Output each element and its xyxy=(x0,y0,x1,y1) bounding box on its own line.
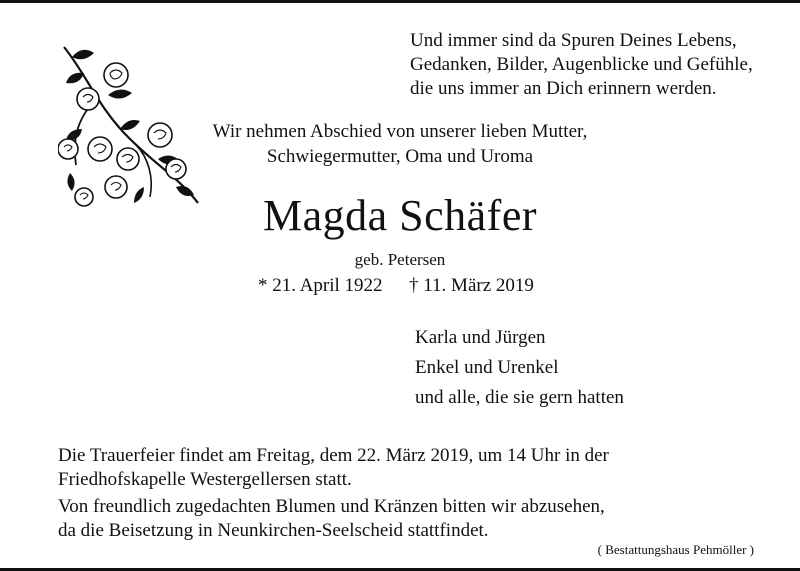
undertaker-credit: ( Bestattungshaus Pehmöller ) xyxy=(597,542,754,557)
mourner-line: Karla und Jürgen xyxy=(415,327,546,348)
farewell-intro xyxy=(190,119,610,169)
maiden-name: geb. Petersen xyxy=(354,250,446,269)
intro-line: Schwiegermutter, Oma und Uroma xyxy=(266,146,534,167)
mourners-list xyxy=(415,323,775,413)
poem-line: Gedanken, Bilder, Augenblicke und Gefühle, xyxy=(410,54,753,75)
poem-line: Und immer sind da Spuren Deines Lebens, xyxy=(410,30,737,51)
notice-line: Von freundlich zugedachten Blumen und Kränzen bitten wir abzusehen, xyxy=(58,496,605,517)
birth-date: * 21. April 1922 xyxy=(258,275,383,296)
deceased-name: Magda Schäfer xyxy=(262,191,538,240)
mourner-line: Enkel und Urenkel xyxy=(415,357,559,378)
funeral-service-notice xyxy=(58,444,778,492)
notice-line: da die Beisetzung in Neunkirchen-Seelscheid stattfindet. xyxy=(58,520,489,541)
flowers-notice xyxy=(58,495,778,543)
notice-line: Die Trauerfeier findet am Freitag, dem 22. März 2019, um 14 Uhr in der xyxy=(58,445,609,466)
poem-line: die uns immer an Dich erinnern werden. xyxy=(410,78,717,99)
notice-line: Friedhofskapelle Westergellersen statt. xyxy=(58,469,352,490)
mourner-line: und alle, die sie gern hatten xyxy=(415,387,624,408)
death-date: † 11. März 2019 xyxy=(409,275,534,296)
roses-branch-icon xyxy=(58,37,210,209)
memorial-poem xyxy=(410,29,795,101)
intro-line: Wir nehmen Abschied von unserer lieben Mutter, xyxy=(212,121,588,142)
